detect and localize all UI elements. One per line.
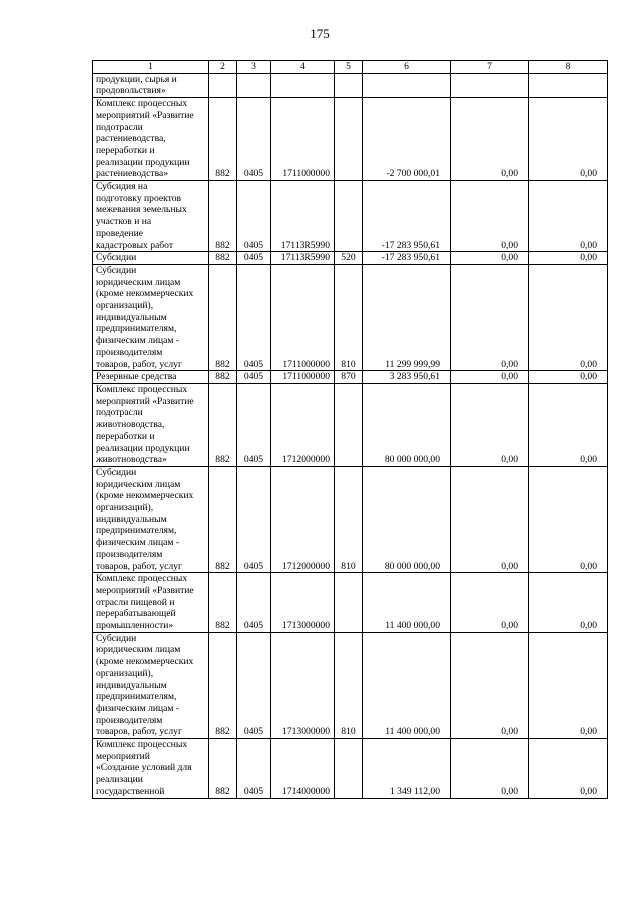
chapter-code-cell: 882: [209, 466, 237, 572]
amount-2026-cell: 0,00: [529, 371, 608, 384]
target-article-cell: [271, 73, 335, 97]
row-name-cell: Субсидия на подготовку проектов межевания земельных участков и на проведение кадастровых работ: [93, 181, 209, 252]
section-code-cell: 0405: [237, 632, 271, 738]
amount-2026-cell: 0,00: [529, 573, 608, 633]
expense-type-cell: 810: [335, 466, 363, 572]
row-name-cell: Комплекс процессных мероприятий «Развитие подотрасли животноводства, переработки и реализации продукции животноводства»: [93, 383, 209, 466]
amount-2026-cell: 0,00: [529, 383, 608, 466]
expense-type-cell: [335, 98, 363, 181]
amount-2024-cell: 80 000 000,00: [363, 466, 451, 572]
amount-2026-cell: [529, 73, 608, 97]
amount-2026-cell: 0,00: [529, 632, 608, 738]
target-article-cell: 1711000000: [271, 264, 335, 370]
section-code-cell: 0405: [237, 98, 271, 181]
section-code-cell: [237, 73, 271, 97]
row-name-cell: продукции, сырья и продовольствия»: [93, 73, 209, 97]
amount-2024-cell: 3 283 950,61: [363, 371, 451, 384]
table-row: [93, 739, 608, 799]
target-article-cell: 1711000000: [271, 98, 335, 181]
target-article-cell: 17113R5990: [271, 252, 335, 265]
target-article-cell: 17113R5990: [271, 181, 335, 252]
amount-2025-cell: 0,00: [451, 252, 529, 265]
amount-2026-cell: 0,00: [529, 252, 608, 265]
table-row: [93, 371, 608, 384]
table-row: [93, 181, 608, 252]
expense-type-cell: 810: [335, 264, 363, 370]
amount-2026-cell: 0,00: [529, 181, 608, 252]
row-name-cell: Комплекс процессных мероприятий «Развитие отрасли пищевой и перерабатывающей промышленности»: [93, 573, 209, 633]
expense-type-cell: [335, 73, 363, 97]
table-row: [93, 466, 608, 572]
chapter-code-cell: 882: [209, 264, 237, 370]
amount-2025-cell: 0,00: [451, 264, 529, 370]
table-row: [93, 73, 608, 97]
page-number: 175: [310, 26, 330, 41]
section-code-cell: 0405: [237, 573, 271, 633]
table-row: [93, 632, 608, 738]
target-article-cell: 1712000000: [271, 383, 335, 466]
amount-2024-cell: 80 000 000,00: [363, 383, 451, 466]
section-code-cell: 0405: [237, 739, 271, 799]
chapter-code-cell: 882: [209, 632, 237, 738]
expense-type-cell: 520: [335, 252, 363, 265]
column-header: 6: [363, 61, 451, 74]
column-number-row: [93, 61, 608, 74]
amount-2024-cell: 1 349 112,00: [363, 739, 451, 799]
amount-2026-cell: 0,00: [529, 466, 608, 572]
budget-table: [92, 60, 608, 799]
row-name-cell: Субсидии юридическим лицам (кроме некоммерческих организаций), индивидуальным предпринимателям, физическим лицам - производителям товаров, работ, услуг: [93, 466, 209, 572]
column-header: 4: [271, 61, 335, 74]
amount-2025-cell: 0,00: [451, 371, 529, 384]
row-name-cell: Резервные средства: [93, 371, 209, 384]
column-header: 5: [335, 61, 363, 74]
section-code-cell: 0405: [237, 383, 271, 466]
chapter-code-cell: 882: [209, 739, 237, 799]
expense-type-cell: 870: [335, 371, 363, 384]
row-name-cell: Комплекс процессных мероприятий «Развитие подотрасли растениеводства, переработки и реализации продукции растениеводства»: [93, 98, 209, 181]
chapter-code-cell: [209, 73, 237, 97]
chapter-code-cell: 882: [209, 371, 237, 384]
expense-type-cell: [335, 739, 363, 799]
amount-2025-cell: 0,00: [451, 98, 529, 181]
chapter-code-cell: 882: [209, 98, 237, 181]
amount-2024-cell: -2 700 000,01: [363, 98, 451, 181]
amount-2024-cell: [363, 73, 451, 97]
expense-type-cell: [335, 181, 363, 252]
target-article-cell: 1712000000: [271, 466, 335, 572]
column-header: 3: [237, 61, 271, 74]
table-row: [93, 383, 608, 466]
table-row: [93, 98, 608, 181]
amount-2025-cell: 0,00: [451, 466, 529, 572]
section-code-cell: 0405: [237, 264, 271, 370]
amount-2025-cell: 0,00: [451, 383, 529, 466]
target-article-cell: 1714000000: [271, 739, 335, 799]
amount-2025-cell: [451, 73, 529, 97]
expense-type-cell: [335, 383, 363, 466]
section-code-cell: 0405: [237, 252, 271, 265]
expense-type-cell: 810: [335, 632, 363, 738]
column-header: 8: [529, 61, 608, 74]
table-row: [93, 252, 608, 265]
amount-2024-cell: 11 400 000,00: [363, 632, 451, 738]
section-code-cell: 0405: [237, 466, 271, 572]
target-article-cell: 1713000000: [271, 632, 335, 738]
table-row: [93, 573, 608, 633]
section-code-cell: 0405: [237, 371, 271, 384]
section-code-cell: 0405: [237, 181, 271, 252]
column-header: 7: [451, 61, 529, 74]
amount-2025-cell: 0,00: [451, 632, 529, 738]
row-name-cell: Субсидии юридическим лицам (кроме некоммерческих организаций), индивидуальным предпринимателям, физическим лицам - производителям товаров, работ, услуг: [93, 264, 209, 370]
expense-type-cell: [335, 573, 363, 633]
row-name-cell: Субсидии: [93, 252, 209, 265]
amount-2025-cell: 0,00: [451, 573, 529, 633]
chapter-code-cell: 882: [209, 181, 237, 252]
amount-2024-cell: 11 400 000,00: [363, 573, 451, 633]
chapter-code-cell: 882: [209, 252, 237, 265]
amount-2026-cell: 0,00: [529, 264, 608, 370]
target-article-cell: 1711000000: [271, 371, 335, 384]
amount-2024-cell: -17 283 950,61: [363, 252, 451, 265]
table-row: [93, 264, 608, 370]
column-header: 2: [209, 61, 237, 74]
column-header: 1: [93, 61, 209, 74]
amount-2025-cell: 0,00: [451, 739, 529, 799]
amount-2025-cell: 0,00: [451, 181, 529, 252]
chapter-code-cell: 882: [209, 383, 237, 466]
row-name-cell: Комплекс процессных мероприятий «Создание условий для реализации государственной: [93, 739, 209, 799]
amount-2026-cell: 0,00: [529, 98, 608, 181]
amount-2024-cell: 11 299 999,99: [363, 264, 451, 370]
chapter-code-cell: 882: [209, 573, 237, 633]
amount-2024-cell: -17 283 950,61: [363, 181, 451, 252]
row-name-cell: Субсидии юридическим лицам (кроме некоммерческих организаций), индивидуальным предпринимателям, физическим лицам - производителям товаров, работ, услуг: [93, 632, 209, 738]
target-article-cell: 1713000000: [271, 573, 335, 633]
amount-2026-cell: 0,00: [529, 739, 608, 799]
